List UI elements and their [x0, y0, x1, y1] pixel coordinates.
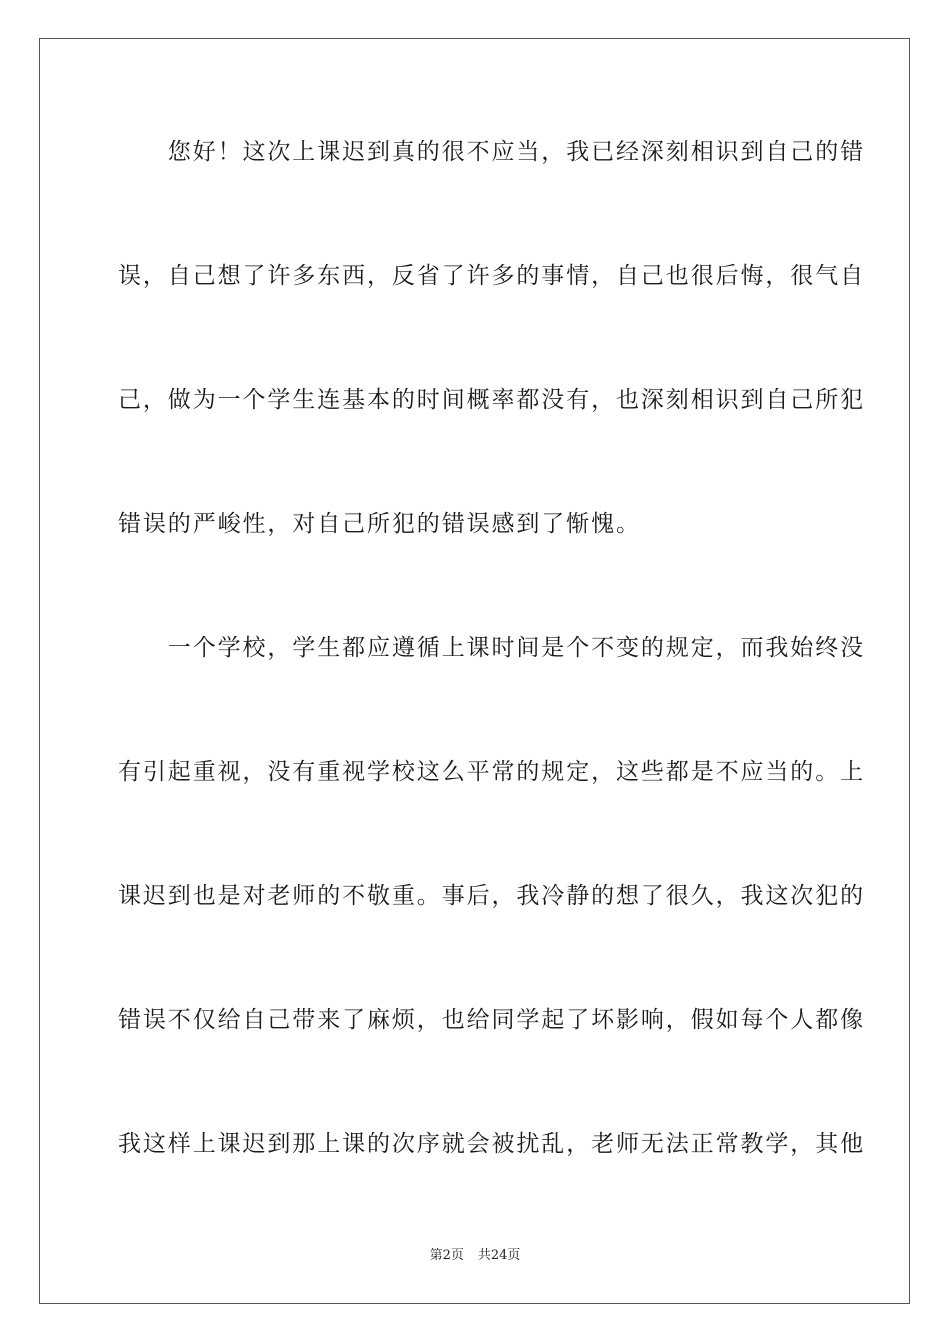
text-line-6: 有引起重视，没有重视学校这么平常的规定，这些都是不应当的。上: [118, 759, 865, 785]
text-line-5: 一个学校，学生都应遵循上课时间是个不变的规定，而我始终没: [118, 635, 865, 661]
text-line-8: 错误不仅给自己带来了麻烦，也给同学起了坏影响，假如每个人都像: [118, 1007, 865, 1033]
text-line-7: 课迟到也是对老师的不敬重。事后，我冷静的想了很久，我这次犯的: [118, 883, 865, 909]
page-border: [39, 38, 910, 1304]
text-line-2: 误，自己想了许多东西，反省了许多的事情，自己也很后悔，很气自: [118, 263, 865, 289]
text-line-9: 我这样上课迟到那上课的次序就会被扰乱，老师无法正常教学，其他: [118, 1131, 865, 1157]
text-line-1: 您好！这次上课迟到真的很不应当，我已经深刻相识到自己的错: [118, 139, 865, 165]
page-footer: [0, 1248, 950, 1264]
total-pages: 共24页: [477, 1248, 521, 1263]
page-number: 第2页: [429, 1248, 464, 1263]
text-line-3: 己，做为一个学生连基本的时间概率都没有，也深刻相识到自己所犯: [118, 387, 865, 413]
text-line-4: 错误的严峻性，对自己所犯的错误感到了惭愧。: [118, 511, 641, 537]
